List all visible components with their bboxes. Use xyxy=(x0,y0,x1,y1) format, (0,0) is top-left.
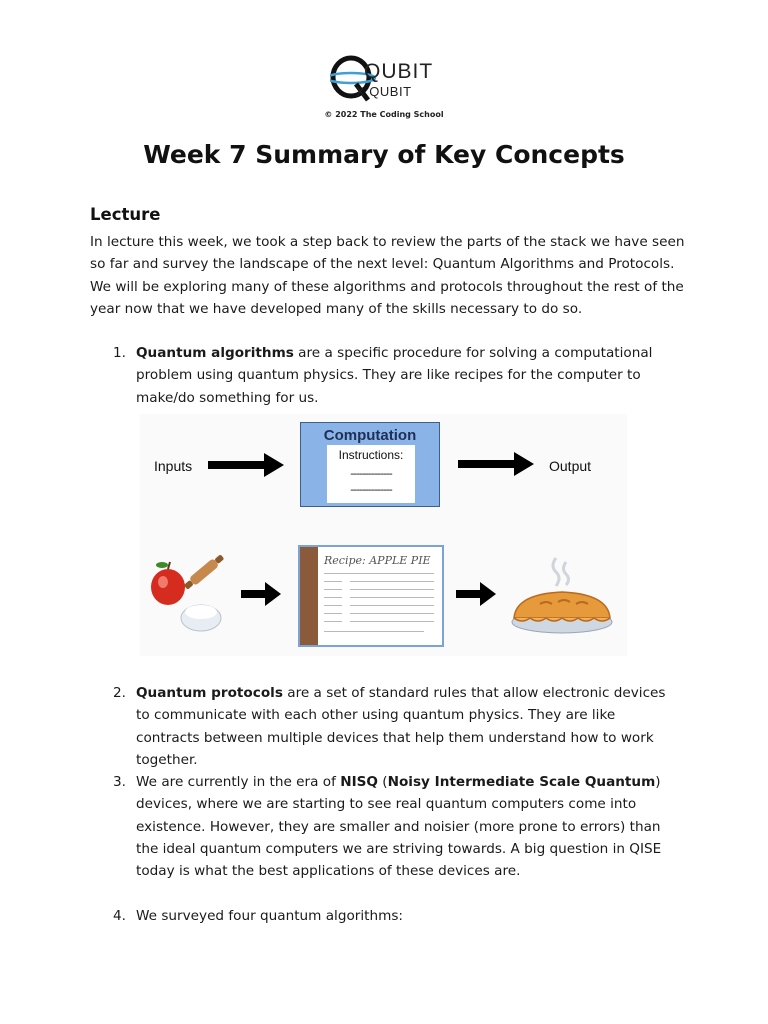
recipe-text-line xyxy=(324,613,342,614)
algorithm-recipe-figure xyxy=(140,414,627,656)
list-number: 1. xyxy=(113,345,126,361)
list-number: 3. xyxy=(113,774,126,790)
list-item-quantum-protocols xyxy=(136,682,681,771)
qubit-logo xyxy=(330,54,440,104)
term-nisq: NISQ xyxy=(340,774,378,790)
recipe-text-line xyxy=(350,597,434,598)
recipe-text-line xyxy=(324,589,342,590)
list-number: 2. xyxy=(113,685,126,701)
recipe-title: Recipe: APPLE PIE xyxy=(324,554,431,567)
arrow-right-icon xyxy=(456,582,496,606)
list-item-text: ( xyxy=(377,774,388,790)
logo-text-x-qubit: X QUBIT xyxy=(356,84,412,99)
recipe-text-line xyxy=(350,605,434,606)
section-heading-lecture: Lecture xyxy=(90,205,161,224)
recipe-card-spine xyxy=(300,547,318,645)
term-quantum-protocols: Quantum protocols xyxy=(136,685,283,701)
recipe-text-line xyxy=(324,621,342,622)
instruction-line: -------------- xyxy=(350,467,392,480)
instruction-line: -------------- xyxy=(350,483,392,496)
list-item-text: are a set of standard rules that allow electronic devices to communicate with each other using quantum physics. They are like contracts between multiple devices that help them understand how to work together. xyxy=(136,685,666,768)
recipe-text-line xyxy=(350,581,434,582)
recipe-text-line xyxy=(350,613,434,614)
list-item-four-algorithms: We surveyed four quantum algorithms: xyxy=(136,908,403,924)
recipe-text-line xyxy=(324,631,424,632)
term-quantum-algorithms: Quantum algorithms xyxy=(136,345,294,361)
recipe-text-line xyxy=(324,581,342,582)
computation-box xyxy=(300,422,440,507)
term-noisy-intermediate-scale-quantum: Noisy Intermediate Scale Quantum xyxy=(387,774,656,790)
list-item-text: We are currently in the era of xyxy=(136,774,341,790)
copyright-notice: © 2022 The Coding School xyxy=(324,110,444,119)
apple-pie-icon xyxy=(510,554,614,636)
arrow-right-icon xyxy=(241,582,281,606)
recipe-text-line xyxy=(324,597,342,598)
figure-label-output: Output xyxy=(549,458,592,474)
recipe-text-line xyxy=(324,573,434,574)
computation-title: Computation xyxy=(323,427,417,444)
list-number: 4. xyxy=(113,908,126,924)
list-item-text: are a specific procedure for solving a computational problem using quantum physics. They are like recipes for the computer to make/do something for us. xyxy=(136,345,653,406)
ingredients-icon xyxy=(146,552,226,634)
page-title: Week 7 Summary of Key Concepts xyxy=(143,140,625,169)
list-item-text: ) devices, where we are starting to see real quantum computers come into existence. However, they are smaller and noisier (more prone to errors) than the ideal quantum computers we are striving towards. A big question in QISE today is what the best applications of these devices are. xyxy=(136,774,662,880)
recipe-text-line xyxy=(324,605,342,606)
logo-text-qubit: QUBIT xyxy=(364,60,434,83)
figure-label-inputs: Inputs xyxy=(154,458,193,474)
arrow-right-icon xyxy=(458,451,534,477)
recipe-text-line xyxy=(350,621,434,622)
recipe-text-line xyxy=(350,589,434,590)
list-item-nisq xyxy=(136,771,681,882)
recipe-card xyxy=(298,545,444,647)
instructions-title: Instructions: xyxy=(338,448,404,462)
list-item-quantum-algorithms xyxy=(136,342,681,409)
arrow-right-icon xyxy=(208,452,284,478)
instructions-card xyxy=(327,445,415,503)
intro-paragraph: In lecture this week, we took a step back to review the parts of the stack we have seen so far and survey the landscape of the next level: Quantum Algorithms and Protocols. We will be exploring many of these algorithms and protocols throughout the rest of the year now that we have developed many of the skills necessary to do so. xyxy=(90,234,685,317)
